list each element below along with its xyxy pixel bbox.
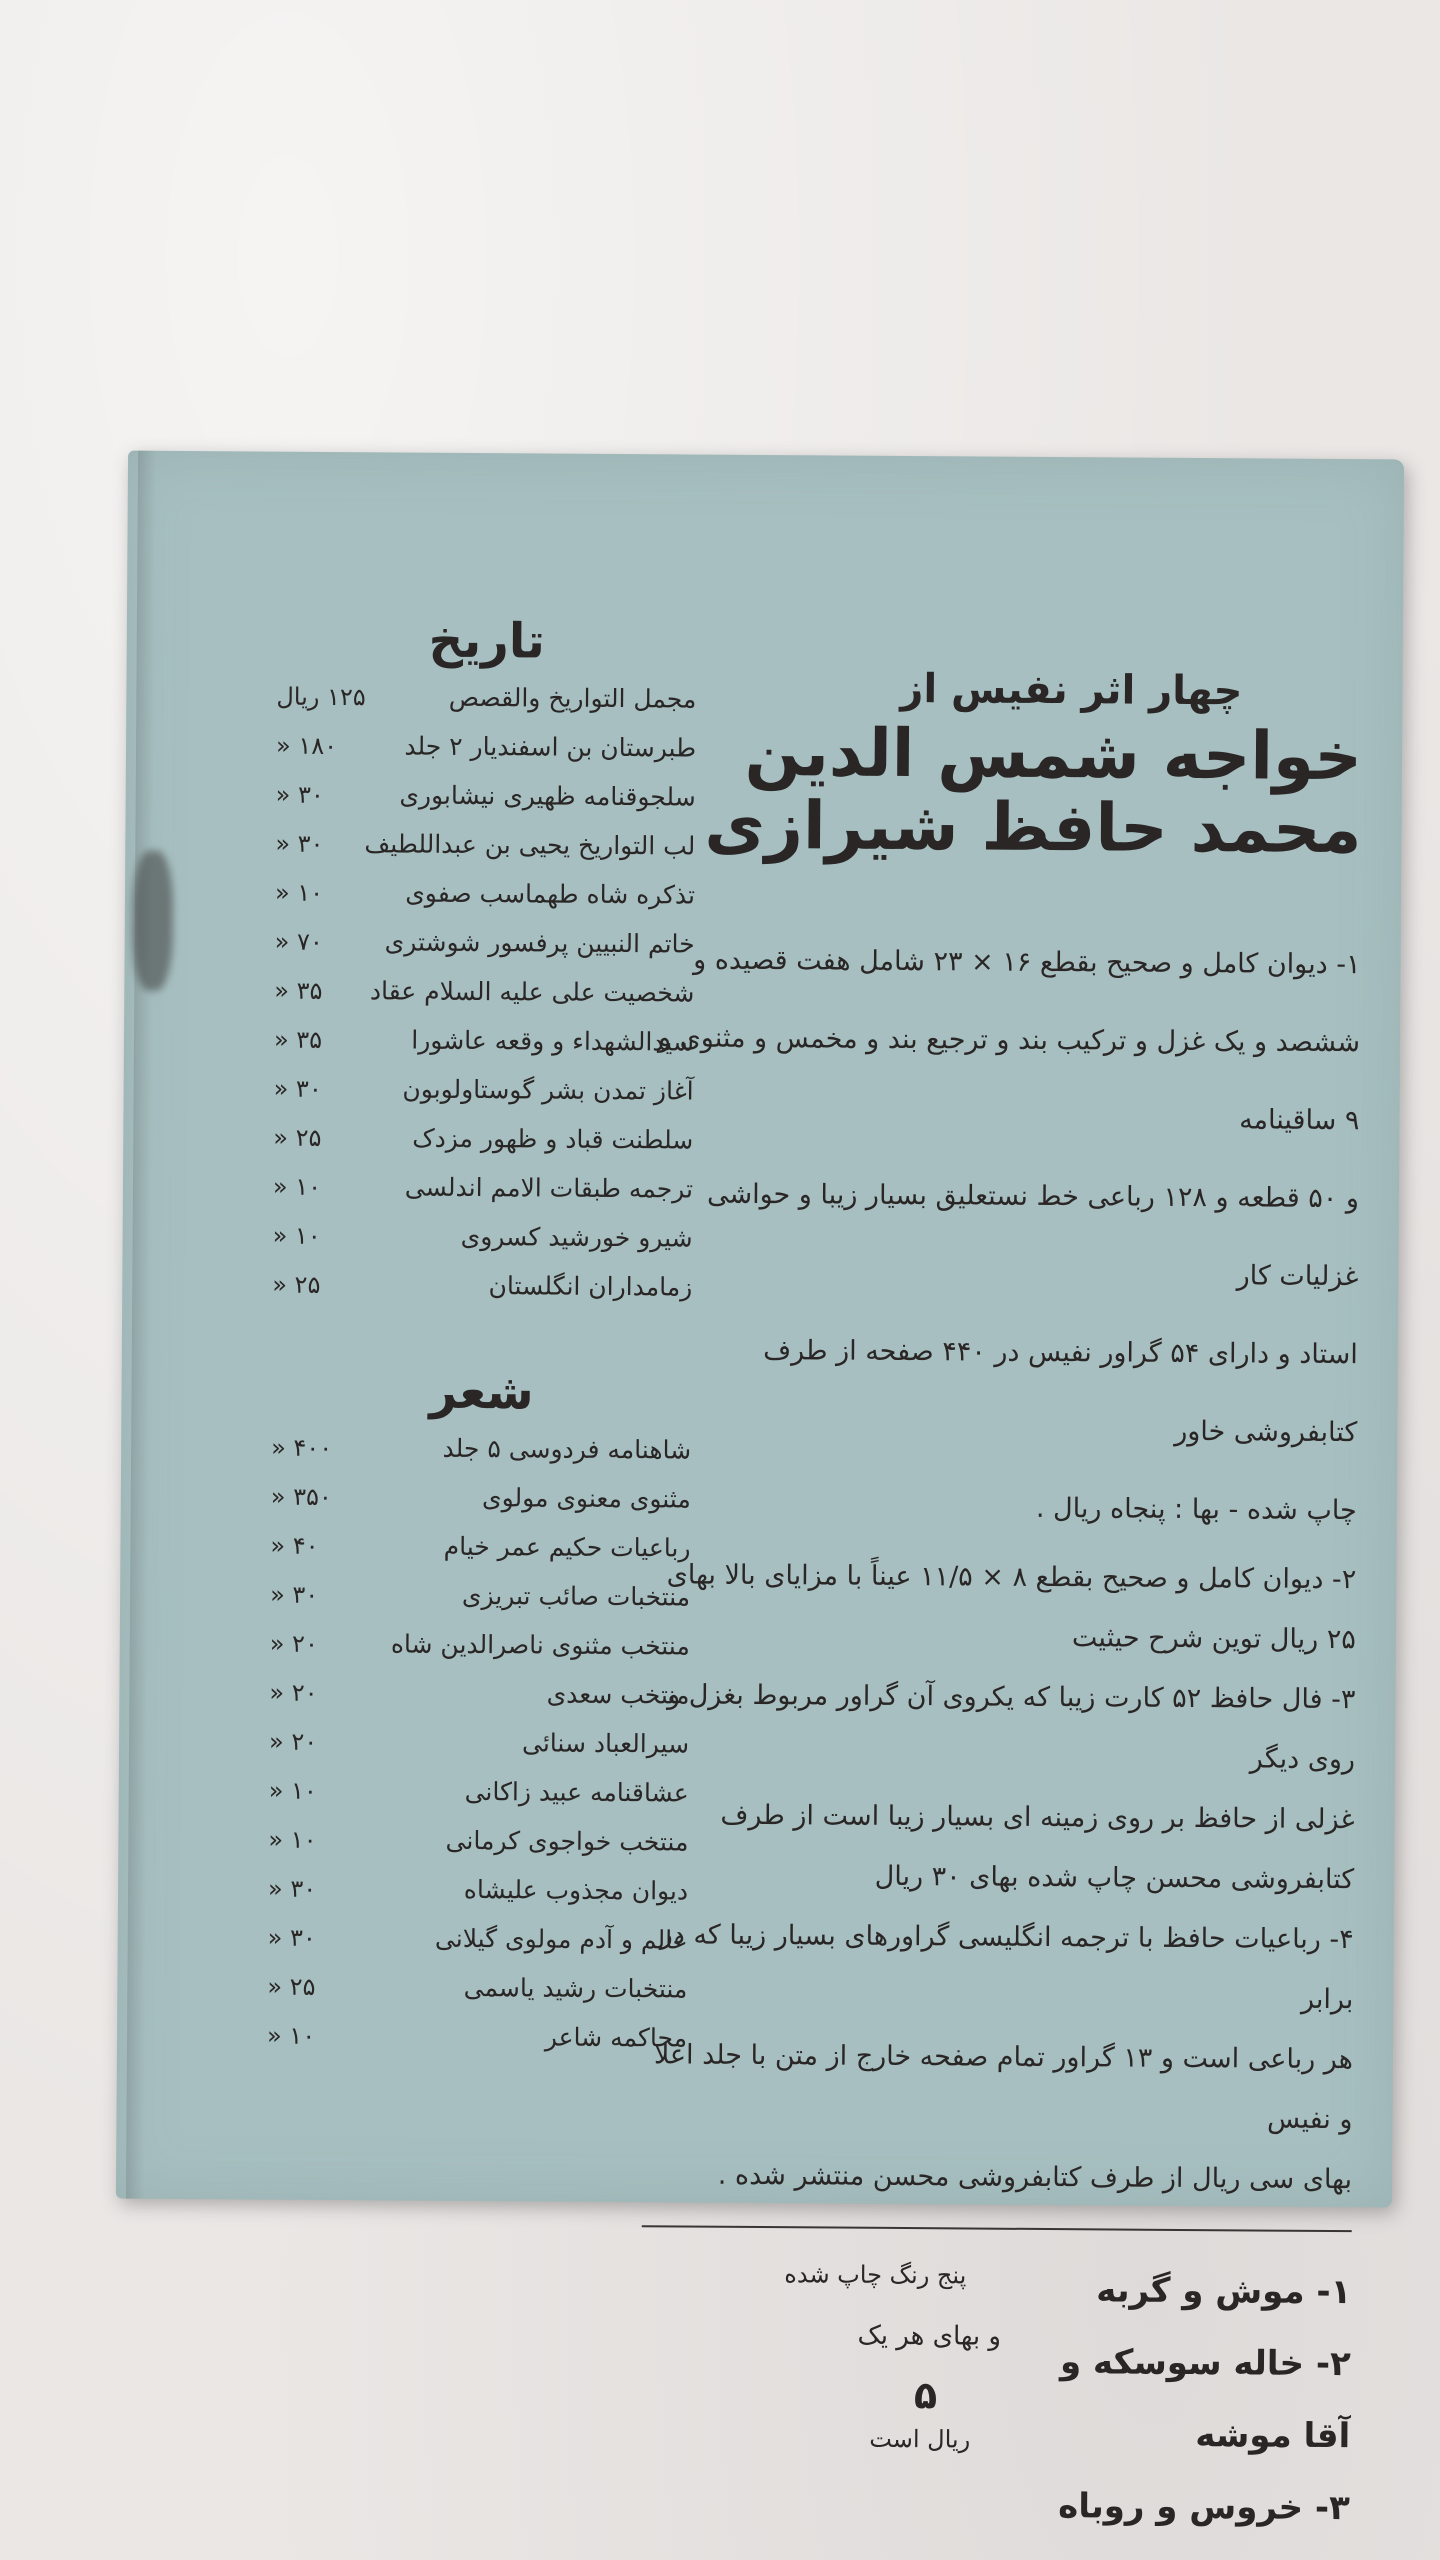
story-item: ۱- موش و گربه — [1096, 2270, 1352, 2313]
description-line: و ۵۰ قطعه و ۱۲۸ رباعی خط نستعلیق بسیار زیبا و حواشی غزلیات کار — [706, 1178, 1360, 1293]
list-item-name: رباعیات حکیم عمر خیام — [443, 1531, 691, 1563]
list-item-name: سیرالعباد سنائی — [521, 1728, 690, 1759]
list-item-name: مثنوی معنوی مولوی — [481, 1483, 691, 1514]
booklet-cover — [116, 451, 1404, 2529]
list-item-price: ۴۰۰ « — [271, 1433, 333, 1463]
list-item — [271, 1433, 691, 1485]
main-column — [640, 664, 1363, 2529]
list-item-name: محاکمه شاعر — [544, 2022, 688, 2053]
description-line: غزلی از حافظ بر روی زمینه ای بسیار زیبا است از طرف کتابفروشی محسن چاپ شده بهای ۳۰ ریال — [720, 1799, 1355, 1896]
list-item-name: آغاز تمدن بشر گوستاولوبون — [402, 1074, 694, 1106]
list-item — [275, 878, 695, 930]
cover-stain — [132, 851, 173, 991]
list-item — [276, 731, 696, 783]
list-item — [271, 1482, 691, 1534]
list-item — [272, 1270, 692, 1322]
list-item — [268, 1923, 688, 1975]
list-item-price: ۳۰ « — [273, 1074, 322, 1103]
history-list — [272, 682, 696, 1322]
list-item — [273, 1123, 693, 1175]
story-item: ۳- خروس و روباه — [1058, 2486, 1350, 2529]
list-item-price: ۱۰ « — [272, 1221, 321, 1250]
list-item — [272, 1221, 692, 1273]
list-item-name: ترجمه طبقات الامم اندلسی — [404, 1172, 694, 1204]
stories-note-price: ۵ — [913, 2373, 938, 2418]
list-item — [268, 1874, 688, 1926]
stories-note-line2: و بهای هر یک — [857, 2320, 1002, 2352]
stories-note-line1: پنج رنگ چاپ شده — [784, 2260, 967, 2290]
description-line: هر رباعی است و ۱۳ گراور تمام صفحه خارج از متن با جلد اعلا و نفیس — [653, 2039, 1354, 2136]
description-line: ۱- دیوان کامل و صحیح بقطع ۱۶ × ۲۳ شامل هفت قصیده و — [693, 944, 1361, 981]
list-item-name: خاتم النبیین پرفسور شوشتری — [384, 927, 695, 959]
list-item — [274, 976, 694, 1028]
list-item-name: شاهنامه فردوسی ۵ جلد — [442, 1433, 692, 1465]
list-item-price: ۲۰ « — [269, 1727, 318, 1756]
list-item-price: ۱۰ « — [266, 2021, 316, 2050]
list-item-price: ۳۰ « — [267, 1923, 316, 1952]
list-item-price: ۲۰ « — [269, 1678, 318, 1707]
list-item-name: مجمل التواریخ والقصص — [448, 682, 697, 714]
stories-note-line3: ریال است — [869, 2424, 971, 2454]
list-item-price: ۳۰ « — [275, 780, 324, 809]
list-item-name: عشاقنامه عبید زاکانی — [464, 1776, 689, 1808]
list-item-name: تذکره شاه طهماسب صفوی — [405, 878, 696, 910]
list-item-price: ۱۸۰ « — [275, 731, 338, 761]
list-item-price: ۲۵ « — [267, 1972, 316, 2001]
description-line: چاپ شده - بها : پنجاه ریال . — [1035, 1493, 1357, 1527]
list-item — [275, 780, 695, 832]
poetry-heading: شعر — [429, 1363, 534, 1421]
list-item-price: ۱۰ « — [272, 1172, 322, 1201]
list-item — [269, 1727, 689, 1779]
list-item-name: شخصیت علی علیه السلام عقاد — [369, 976, 695, 1008]
list-item-name: طبرستان بن اسفندیار ۲ جلد — [404, 731, 697, 763]
list-item-price: ۱۰ « — [274, 878, 324, 907]
list-item — [267, 1972, 687, 2024]
list-item-price: ۱۰ « — [268, 1776, 317, 1805]
list-item-name: دیوان مجذوب علیشاه — [463, 1874, 689, 1906]
list-item-price: ۳۵ « — [273, 1025, 323, 1054]
stories-section — [640, 2251, 1352, 2529]
list-item — [269, 1678, 689, 1730]
header-kicker: چهار اثر نفیس از — [900, 665, 1243, 715]
list-item-name: منتخبات رشید یاسمی — [463, 1972, 688, 2004]
description-line: بهای سی ریال از طرف کتابفروشی محسن منتشر شده . — [717, 2159, 1353, 2196]
list-item — [270, 1629, 690, 1681]
list-item-price: ۲۰ « — [269, 1629, 318, 1658]
list-item-name: شیرو خورشید کسروی — [460, 1221, 693, 1253]
description-line: ۴- رباعیات حافظ با ترجمه انگلیسی گراورهای بسیار زیبا که در برابر — [659, 1919, 1354, 2016]
list-item-price: ۱۲۵ ریال — [276, 682, 366, 712]
list-item — [273, 1074, 693, 1126]
stories-list — [1020, 2254, 1352, 2544]
list-item-name: منتخبات صائب تبریزی — [461, 1580, 691, 1612]
list-item — [270, 1580, 690, 1632]
history-heading: تاریخ — [428, 612, 546, 670]
list-item-price: ۳۵۰ « — [270, 1482, 332, 1512]
list-item-price: ۳۰ « — [275, 829, 324, 858]
list-item — [273, 1172, 693, 1224]
list-item-price: ۳۰ « — [270, 1580, 319, 1609]
list-item-name: سیدالشهداء و وقعه عاشورا — [411, 1025, 695, 1057]
list-item-name: لب التواریخ یحیی بن عبداللطیف — [364, 829, 696, 861]
list-item — [274, 927, 694, 979]
list-item-name: سلطنت قباد و ظهور مزدک — [412, 1123, 694, 1155]
description-line: استاد و دارای ۵۴ گراور نفیس در ۴۴۰ صفحه از طرف کتابفروشی خاور — [763, 1335, 1358, 1449]
list-item-name: عالم و آدم مولوی گیلانی — [434, 1923, 688, 1955]
list-item-price: ۱۰ « — [268, 1825, 317, 1854]
list-item-price: ۷۰ « — [274, 927, 323, 956]
book-descriptions — [642, 921, 1361, 2210]
list-item-name: سلجوقنامه ظهیری نیشابوری — [399, 780, 696, 812]
list-item-name: منتخب مثنوی ناصرالدین شاه — [390, 1629, 690, 1661]
story-item: ۲- خاله سوسکه و آقا موشه — [1059, 2342, 1351, 2457]
list-item-price: ۲۵ « — [273, 1123, 322, 1152]
list-item-name: منتخب سعدی — [546, 1679, 690, 1710]
section-divider — [642, 2225, 1352, 2232]
list-item — [276, 682, 696, 734]
list-item-name: زمامداران انگلستان — [488, 1271, 693, 1302]
list-item — [274, 1025, 694, 1077]
description-line: ۳- فال حافظ ۵۲ کارت زیبا که یکروی آن گراور مربوط بغزل و روی دیگر — [667, 1679, 1356, 1776]
list-item-name: منتخب خواجوی کرمانی — [445, 1825, 689, 1857]
list-item-price: ۴۰ « — [270, 1531, 319, 1560]
list-item — [270, 1531, 690, 1583]
list-item — [267, 2021, 687, 2073]
poetry-list — [267, 1433, 691, 2073]
list-item — [268, 1825, 688, 1877]
list-item-price: ۳۵ « — [274, 976, 323, 1005]
description-line: ۲- دیوان کامل و صحیح بقطع ۸ × ۱۱/۵ عیناً با مزایای بالا بهای ۲۵ ریال توین شرح حیثیت — [666, 1559, 1357, 1656]
list-item-price: ۲۵ « — [272, 1270, 321, 1299]
list-item — [269, 1776, 689, 1828]
description-line: ششصد و یک غزل و ترکیب بند و ترجیع بند و مخمس و مثنوی و ۹ ساقینامه — [657, 1022, 1361, 1137]
header-title: خواجه شمس الدین محمد حافظ شیرازی — [704, 713, 1363, 868]
list-item-price: ۳۰ « — [267, 1874, 317, 1903]
list-item — [275, 829, 695, 881]
price-list-column — [267, 612, 697, 2073]
